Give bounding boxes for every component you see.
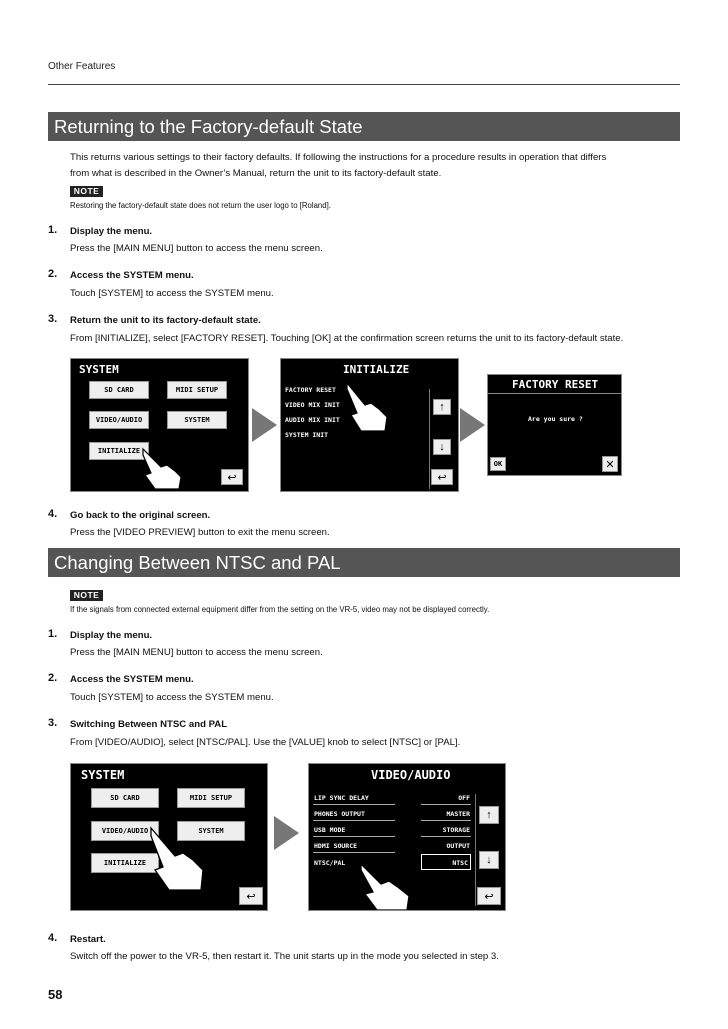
step-description: From [INITIALIZE], select [FACTORY RESET]. Touching [OK] at the confirmation screen returns the unit to its factory-default state. xyxy=(70,333,624,344)
hdmi-source-value: OUTPUT xyxy=(446,842,470,850)
step-description: Press the [MAIN MENU] button to access the menu screen. xyxy=(70,243,323,254)
system-init-item[interactable]: SYSTEM INIT xyxy=(285,431,329,439)
audio-mix-init-item[interactable]: AUDIO MIX INIT xyxy=(285,416,340,424)
system-button[interactable]: SYSTEM xyxy=(167,411,227,429)
ntsc-pal-value: NTSC xyxy=(452,859,468,867)
note-text: If the signals from connected external equipment differ from the setting on the VR-5, video may not be displayed correctly. xyxy=(70,605,490,614)
back-icon[interactable]: ↩ xyxy=(477,887,501,905)
video-mix-init-item[interactable]: VIDEO MIX INIT xyxy=(285,401,340,409)
lip-sync-delay-value: OFF xyxy=(458,794,470,802)
midi-setup-button[interactable]: MIDI SETUP xyxy=(177,788,245,808)
intro-line-2: from what is described in the Owner’s Manual, return the unit to its factory-default state. xyxy=(70,168,442,179)
step-description: From [VIDEO/AUDIO], select [NTSC/PAL]. Use the [VALUE] knob to select [NTSC] or [PAL]. xyxy=(70,737,461,748)
screen-title: SYSTEM xyxy=(79,363,119,376)
step-number: 1. xyxy=(48,628,58,640)
step-title: Display the menu. xyxy=(70,226,153,237)
lip-sync-delay-label[interactable]: LIP SYNC DELAY xyxy=(314,794,369,802)
ntsc-pal-label[interactable]: NTSC/PAL xyxy=(314,859,346,867)
step-number: 2. xyxy=(48,268,58,280)
video-audio-screen xyxy=(308,763,506,911)
back-icon[interactable]: ↩ xyxy=(431,469,453,485)
initialize-screen xyxy=(280,358,459,492)
video-audio-button[interactable]: VIDEO/AUDIO xyxy=(89,411,149,429)
step-number: 4. xyxy=(48,508,58,520)
note-badge: NOTE xyxy=(70,186,103,197)
close-icon[interactable]: ✕ xyxy=(602,456,618,472)
hand-pointer-icon xyxy=(145,824,211,894)
step-number: 4. xyxy=(48,932,58,944)
divider xyxy=(488,393,621,394)
sd-card-button[interactable]: SD CARD xyxy=(91,788,159,808)
step-description: Switch off the power to the VR-5, then restart it. The unit starts up in the mode you selected in step 3. xyxy=(70,951,499,962)
note-badge: NOTE xyxy=(70,590,103,601)
factory-reset-item[interactable]: FACTORY RESET xyxy=(285,386,336,394)
step-number: 1. xyxy=(48,224,58,236)
next-arrow-icon xyxy=(252,408,277,442)
screen-title: FACTORY RESET xyxy=(512,378,599,391)
next-arrow-icon xyxy=(460,408,485,442)
system-screen xyxy=(70,358,249,492)
screen-title: VIDEO/AUDIO xyxy=(371,768,451,782)
phones-output-label[interactable]: PHONES OUTPUT xyxy=(314,810,365,818)
hand-pointer-icon xyxy=(355,862,417,910)
system-button[interactable]: SYSTEM xyxy=(177,821,245,841)
section-title-factory-reset: Returning to the Factory-default State xyxy=(48,112,680,141)
step-title: Display the menu. xyxy=(70,630,153,641)
hand-pointer-icon xyxy=(343,379,393,435)
screen-title: INITIALIZE xyxy=(343,363,410,376)
scroll-up-icon[interactable]: ↑ xyxy=(433,399,451,415)
back-icon[interactable]: ↩ xyxy=(221,469,243,485)
section-title-ntsc-pal: Changing Between NTSC and PAL xyxy=(48,548,680,577)
page-number: 58 xyxy=(48,987,63,1002)
step-description: Press the [MAIN MENU] button to access the menu screen. xyxy=(70,647,323,658)
step-title: Restart. xyxy=(70,934,106,945)
step-title: Access the SYSTEM menu. xyxy=(70,270,194,281)
step-description: Press the [VIDEO PREVIEW] button to exit the menu screen. xyxy=(70,527,330,538)
confirm-question: Are you sure ? xyxy=(528,415,583,423)
phones-output-value: MASTER xyxy=(446,810,470,818)
initialize-button[interactable]: INITIALIZE xyxy=(89,442,149,460)
system-screen xyxy=(70,763,268,911)
step-title: Return the unit to its factory-default state. xyxy=(70,315,261,326)
step-title: Go back to the original screen. xyxy=(70,510,211,521)
sd-card-button[interactable]: SD CARD xyxy=(89,381,149,399)
step-number: 2. xyxy=(48,672,58,684)
screen-title: SYSTEM xyxy=(81,768,125,782)
step-title: Switching Between NTSC and PAL xyxy=(70,719,228,730)
midi-setup-button[interactable]: MIDI SETUP xyxy=(167,381,227,399)
scroll-up-icon[interactable]: ↑ xyxy=(479,806,499,824)
step-title: Access the SYSTEM menu. xyxy=(70,674,194,685)
step-description: Touch [SYSTEM] to access the SYSTEM menu. xyxy=(70,692,274,703)
step-number: 3. xyxy=(48,313,58,325)
scroll-down-icon[interactable]: ↓ xyxy=(433,439,451,455)
usb-mode-value: STORAGE xyxy=(442,826,470,834)
initialize-button[interactable]: INITIALIZE xyxy=(91,853,159,873)
note-text: Restoring the factory-default state does not return the user logo to [Roland]. xyxy=(70,201,331,210)
scroll-down-icon[interactable]: ↓ xyxy=(479,851,499,869)
hand-pointer-icon xyxy=(137,445,187,491)
video-audio-button[interactable]: VIDEO/AUDIO xyxy=(91,821,159,841)
intro-line-1: This returns various settings to their factory defaults. If following the instructions for a procedure results in operation that differs xyxy=(70,152,607,163)
factory-reset-confirm-screen xyxy=(487,374,622,476)
usb-mode-label[interactable]: USB MODE xyxy=(314,826,346,834)
running-header: Other Features xyxy=(48,61,116,72)
hdmi-source-label[interactable]: HDMI SOURCE xyxy=(314,842,358,850)
ok-button[interactable]: OK xyxy=(490,457,506,471)
step-description: Touch [SYSTEM] to access the SYSTEM menu. xyxy=(70,288,274,299)
back-icon[interactable]: ↩ xyxy=(239,887,263,905)
header-rule xyxy=(48,84,680,85)
step-number: 3. xyxy=(48,717,58,729)
next-arrow-icon xyxy=(274,816,299,850)
